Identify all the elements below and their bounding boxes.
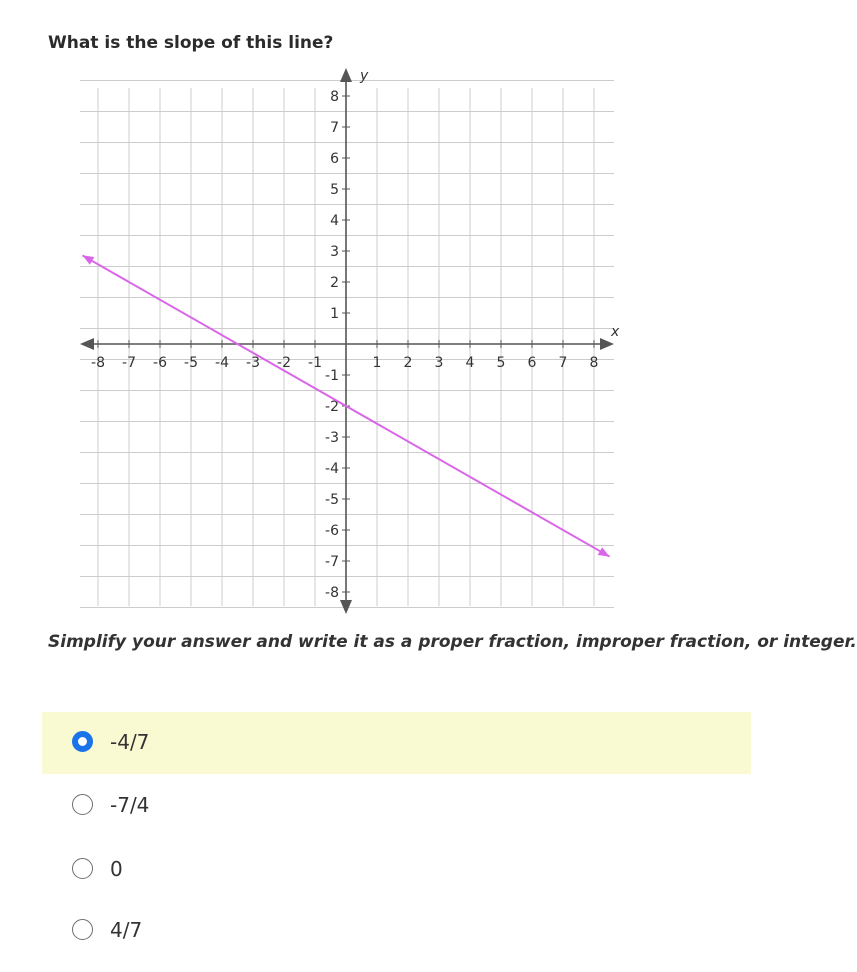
x-tick-label: 5 — [496, 355, 506, 371]
answer-option-3[interactable] — [42, 839, 751, 901]
answer-option-4[interactable] — [42, 900, 751, 962]
y-tick-label: -5 — [325, 492, 339, 508]
x-tick-label: -8 — [91, 355, 105, 371]
y-tick-label: 8 — [330, 89, 339, 105]
x-tick-label: -3 — [246, 355, 260, 371]
x-tick-label: -7 — [122, 355, 136, 371]
answer-option-label: 0 — [110, 857, 123, 881]
y-tick-label: 4 — [330, 213, 339, 229]
y-tick-label: -6 — [325, 523, 339, 539]
y-axis-arrow-top — [340, 68, 352, 82]
x-tick-label: -2 — [277, 355, 291, 371]
x-tick-label: -4 — [215, 355, 229, 371]
answer-option-1[interactable] — [42, 712, 751, 774]
y-tick-label: -2 — [325, 399, 339, 415]
x-tick-label: 7 — [558, 355, 568, 371]
x-tick-label: 4 — [465, 355, 475, 371]
y-tick-label: -1 — [325, 368, 339, 384]
question-text: What is the slope of this line? — [48, 33, 334, 53]
radio-empty-icon[interactable] — [72, 858, 93, 879]
y-tick-label: -7 — [325, 554, 339, 570]
x-axis-arrow-left — [80, 338, 94, 350]
answer-option-label: -7/4 — [110, 793, 150, 817]
x-tick-label: 1 — [372, 355, 382, 371]
y-tick-label: -4 — [325, 461, 339, 477]
radio-selected-icon[interactable] — [72, 731, 93, 752]
x-tick-label: -6 — [153, 355, 167, 371]
x-tick-label: 3 — [434, 355, 444, 371]
answer-option-2[interactable] — [42, 775, 751, 837]
y-axis-label: y — [360, 68, 369, 84]
y-tick-label: 3 — [330, 244, 339, 260]
y-tick-label: 2 — [330, 275, 339, 291]
x-tick-label: 8 — [589, 355, 599, 371]
y-tick-label: 5 — [330, 182, 339, 198]
y-tick-label: 6 — [330, 151, 339, 167]
tick-labels — [91, 68, 620, 601]
radio-empty-icon[interactable] — [72, 794, 93, 815]
x-axis-label: x — [611, 324, 620, 340]
radio-empty-icon[interactable] — [72, 919, 93, 940]
x-tick-label: 2 — [403, 355, 413, 371]
y-tick-label: -8 — [325, 585, 339, 601]
y-tick-label: -3 — [325, 430, 339, 446]
x-tick-label: -1 — [308, 355, 322, 371]
answer-option-label: 4/7 — [110, 918, 143, 942]
y-tick-label: 1 — [330, 306, 339, 322]
x-tick-label: 6 — [527, 355, 537, 371]
instruction-text: Simplify your answer and write it as a proper fraction, improper fraction, or integer. — [48, 632, 857, 652]
x-tick-label: -5 — [184, 355, 198, 371]
y-tick-label: 7 — [330, 120, 339, 136]
answer-option-label: -4/7 — [110, 730, 150, 754]
